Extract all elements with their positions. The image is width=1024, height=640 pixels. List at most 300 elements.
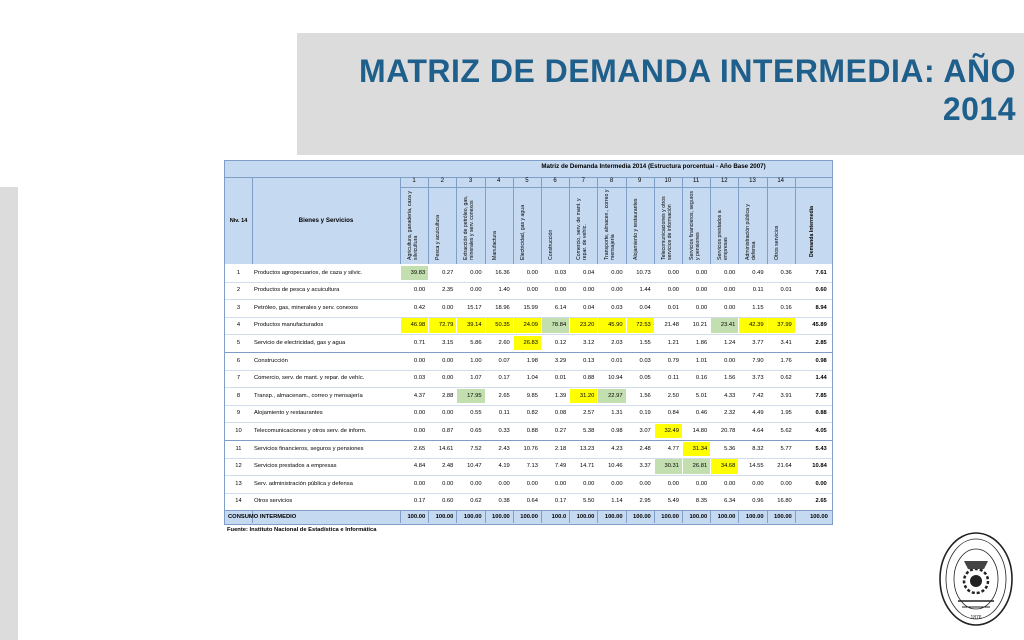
table-cell: 7.49 [554, 463, 567, 470]
table-cell: 8.35 [695, 498, 708, 505]
grid-hline [225, 524, 832, 525]
column-number: 13 [749, 178, 756, 184]
table-cell: 5.36 [724, 445, 736, 452]
consumo-cell: 100.00 [745, 514, 764, 521]
table-cell: 1.14 [611, 498, 623, 505]
table-cell: 0.19 [639, 410, 651, 417]
table-cell: 0.05 [639, 375, 651, 382]
table-cell: 0.00 [724, 304, 736, 311]
table-cell: 26.81 [683, 459, 710, 474]
table-cell: 4.23 [611, 445, 623, 452]
consumo-cell: 100.00 [435, 514, 454, 521]
table-cell: 0.11 [752, 287, 764, 294]
table-cell: 0.00 [724, 357, 736, 364]
table-cell: 0.46 [695, 410, 708, 417]
table-cell: 0.82 [526, 410, 538, 417]
consumo-cell: 100.00 [661, 514, 679, 521]
table-cell: 0.00 [442, 304, 454, 311]
table-cell: 1.31 [611, 410, 623, 417]
column-header [597, 188, 625, 264]
table-cell: 10.73 [636, 269, 651, 276]
row-number: 12 [235, 463, 242, 470]
table-cell-total: 0.98 [815, 357, 827, 364]
column-number: 4 [497, 178, 501, 184]
table-cell-total: 7.85 [815, 392, 827, 399]
table-cell: 5.77 [780, 445, 792, 452]
table-cell: 0.79 [667, 357, 679, 364]
table-cell: 2.32 [724, 410, 736, 417]
table-cell: 7.42 [752, 392, 764, 399]
table-cell: 4.64 [752, 427, 764, 434]
consumo-cell: 100.00 [520, 514, 538, 521]
table-cell: 1.95 [780, 410, 792, 417]
table-cell: 1.07 [470, 375, 482, 382]
row-label: Alojamiento y restaurantes [254, 410, 323, 417]
table-cell: 0.00 [413, 357, 426, 364]
row-number: 7 [236, 375, 241, 382]
table-cell: 16.80 [777, 498, 792, 505]
column-header-label: Servicios prestados a empresas [717, 210, 729, 260]
table-cell: 0.00 [583, 480, 595, 487]
column-header [513, 188, 541, 264]
table-cell: 0.65 [470, 427, 482, 434]
table-cell: 31.34 [683, 442, 710, 457]
table-cell: 0.03 [639, 357, 651, 364]
table-cell: 14.55 [749, 463, 764, 470]
table-cell: 0.00 [470, 287, 482, 294]
table-cell: 0.33 [498, 427, 510, 434]
table-cell: 0.00 [724, 287, 736, 294]
table-cell: 15.17 [467, 304, 482, 311]
total-column-header [795, 177, 831, 264]
table-cell: 22.97 [598, 389, 625, 404]
table-cell: 1.00 [470, 357, 482, 364]
table-cell: 0.00 [695, 480, 708, 487]
table-cell: 1.44 [639, 287, 651, 294]
table-cell: 1.39 [554, 392, 567, 399]
svg-text:1876: 1876 [970, 615, 982, 621]
grid-hline [225, 317, 832, 318]
consumo-cell: 100.00 [463, 514, 482, 521]
row-label: Otros servicios [254, 498, 293, 505]
table-cell: 2.35 [442, 287, 454, 294]
table-cell: 1.56 [724, 375, 736, 382]
table-cell: 10.94 [608, 375, 623, 382]
table-cell: 0.03 [554, 269, 567, 276]
table-cell: 21.48 [664, 322, 679, 329]
table-cell: 1.40 [498, 287, 510, 294]
table-cell: 42.39 [739, 318, 766, 333]
table-cell: 0.62 [470, 498, 482, 505]
table-cell: 0.38 [498, 498, 510, 505]
table-cell: 0.00 [724, 269, 736, 276]
table-cell: 1.98 [526, 357, 538, 364]
table-cell: 0.00 [639, 480, 651, 487]
row-number: 13 [235, 480, 242, 487]
table-cell: 2.43 [498, 445, 510, 452]
table-cell-total: 0.88 [815, 410, 827, 417]
table-cell-total: 0.00 [815, 480, 827, 487]
row-number: 1 [236, 269, 241, 276]
table-cell: 14.80 [692, 427, 708, 434]
table-cell: 3.37 [639, 463, 651, 470]
table-cell: 0.01 [780, 287, 792, 294]
table-cell: 78.84 [542, 318, 569, 333]
row-label: Serv. administración pública y defensa [254, 480, 353, 487]
table-cell: 2.50 [667, 392, 679, 399]
column-header-label: Construcción [548, 229, 555, 260]
table-cell: 3.73 [752, 375, 764, 382]
row-number: 8 [236, 392, 241, 399]
table-cell: 0.11 [668, 375, 679, 382]
consumo-cell: 100.00 [689, 514, 708, 521]
consumo-cell: 100.00 [717, 514, 736, 521]
table-cell: 0.00 [526, 480, 538, 487]
row-number: 4 [236, 322, 241, 329]
column-header-label: Transporte, almacen., correo y mensajería [604, 189, 617, 260]
table-cell: 3.41 [780, 339, 792, 346]
consumo-total: 100.00 [810, 514, 828, 521]
table-cell-total: 4.05 [815, 427, 827, 434]
table-cell: 0.88 [526, 427, 538, 434]
table-cell: 0.55 [470, 410, 482, 417]
table-cell: 0.60 [442, 498, 454, 505]
table-cell: 2.48 [639, 445, 651, 452]
table-cell: 7.52 [470, 445, 482, 452]
table-cell: 4.37 [413, 392, 426, 399]
table-cell: 0.00 [413, 410, 426, 417]
table-cell: 0.62 [780, 375, 792, 382]
column-number: 11 [692, 178, 700, 184]
table-cell: 2.60 [498, 339, 510, 346]
table-cell-total: 8.94 [815, 304, 827, 311]
table-cell: 0.17 [498, 375, 510, 382]
consumo-cell: 100.00 [407, 514, 426, 521]
table-cell-total: 0.60 [815, 287, 827, 294]
table-cell: 3.77 [752, 339, 764, 346]
table-cell: 0.00 [413, 427, 426, 434]
table-cell: 5.01 [695, 392, 708, 399]
table-cell-total: 2.85 [815, 339, 827, 346]
table-cell: 4.33 [724, 392, 736, 399]
table-cell: 0.00 [470, 480, 482, 487]
table-cell: 15.99 [523, 304, 538, 311]
table-cell-total: 45.89 [812, 322, 827, 329]
column-header [569, 188, 597, 264]
table-cell: 0.00 [442, 375, 454, 382]
left-decor-bar [0, 187, 18, 640]
table-cell: 0.36 [780, 269, 792, 276]
grid-hline [225, 493, 832, 494]
table-cell: 0.00 [611, 287, 623, 294]
table-cell: 0.04 [583, 269, 595, 276]
table-cell: 0.00 [667, 269, 679, 276]
table-cell: 0.00 [526, 269, 538, 276]
table-cell: 0.00 [611, 269, 623, 276]
table-cell: 1.55 [639, 339, 651, 346]
table-cell: 0.16 [780, 304, 792, 311]
table-cell: 0.13 [583, 357, 595, 364]
consumo-cell: 100.00 [492, 514, 510, 521]
row-label: Productos de pesca y acuicultura [254, 287, 340, 294]
table-cell: 14.71 [579, 463, 595, 470]
table-cell: 8.32 [752, 445, 764, 452]
consumo-cell: 100.00 [633, 514, 651, 521]
table-cell: 0.03 [611, 304, 623, 311]
column-header-label: Extracción de petróleo, gas, minerales y serv. conexos [463, 195, 476, 260]
column-header [541, 188, 569, 264]
row-number: 6 [236, 357, 241, 364]
table-cell: 39.14 [457, 318, 484, 333]
column-number: 14 [777, 178, 785, 184]
table-cell: 0.87 [442, 427, 454, 434]
table-cell: 10.47 [467, 463, 482, 470]
table-cell: 0.04 [639, 304, 651, 311]
table-cell: 6.14 [554, 304, 567, 311]
table-cell: 0.00 [442, 357, 454, 364]
table-cell: 34.68 [711, 459, 738, 474]
table-cell: 21.64 [777, 463, 792, 470]
table-cell: 10.46 [608, 463, 623, 470]
row-label: Productos manufacturados [254, 322, 324, 329]
column-header [626, 188, 654, 264]
table-cell: 13.23 [579, 445, 595, 452]
table-cell: 2.03 [611, 339, 623, 346]
row-label: Productos agropecuarios, de caza y silvic. [254, 269, 363, 276]
table-cell: 26.83 [514, 336, 541, 351]
table-cell-total: 10.84 [812, 463, 827, 470]
column-header [767, 188, 795, 264]
table-cell: 0.42 [413, 304, 426, 311]
table-cell: 6.34 [724, 498, 736, 505]
table-cell: 5.62 [780, 427, 792, 434]
table-cell: 0.17 [413, 498, 426, 505]
row-label: Transp., almacenam., correo y mensajería [254, 392, 363, 399]
table-cell: 0.00 [695, 269, 708, 276]
table-cell: 0.01 [667, 304, 679, 311]
table-cell: 2.18 [554, 445, 567, 452]
consumo-label: CONSUMO INTERMEDIO [228, 514, 297, 521]
column-header-label: Comercio, serv. de mant. y repar. de vehíc. [576, 198, 588, 260]
table-cell: 0.00 [554, 480, 567, 487]
table-cell: 0.00 [695, 304, 708, 311]
table-cell: 7.13 [526, 463, 538, 470]
row-number: 9 [236, 410, 241, 417]
grid-hline [225, 422, 832, 423]
row-label: Telecomunicaciones y otros serv. de inform. [254, 427, 367, 434]
table-cell: 0.04 [583, 304, 595, 311]
table-cell: 5.50 [583, 498, 595, 505]
table-cell: 0.00 [554, 287, 567, 294]
table-title: Matriz de Demanda Intermedia 2014 (Estructura porcentual - Año Base 2007) [541, 163, 766, 170]
table-cell: 0.16 [695, 375, 708, 382]
table-cell: 46.98 [401, 318, 428, 333]
column-number: 1 [412, 178, 416, 184]
table-cell: 0.03 [413, 375, 426, 382]
table-cell: 5.86 [470, 339, 482, 346]
table-cell: 4.84 [413, 463, 426, 470]
table-cell: 2.88 [442, 392, 454, 399]
table-cell: 20.78 [720, 427, 736, 434]
table-cell: 4.77 [667, 445, 679, 452]
table-cell: 50.35 [486, 318, 513, 333]
row-label: Servicios prestados a empresas [254, 463, 337, 470]
table-cell: 37.99 [768, 318, 795, 333]
table-cell: 0.88 [583, 375, 595, 382]
table-cell: 0.00 [413, 287, 426, 294]
column-number: 2 [440, 178, 444, 184]
row-label: Comercio, serv. de mant. y repar. de vehíc. [254, 375, 365, 382]
table-cell: 23.20 [570, 318, 597, 333]
niv-header: Niv. 14 [229, 217, 248, 224]
table-cell: 2.65 [498, 392, 510, 399]
table-cell: 1.24 [724, 339, 736, 346]
table-cell: 0.00 [470, 269, 482, 276]
grid-hline [225, 177, 400, 178]
slide-title-line1: MATRIZ DE DEMANDA INTERMEDIA: AÑO [358, 53, 1016, 89]
grid-hline [225, 282, 832, 283]
column-header-label: Otros servicios [773, 225, 780, 260]
consumo-cell: 100.00 [604, 514, 623, 521]
table-cell: 32.49 [655, 424, 682, 439]
table-cell: 1.01 [695, 357, 708, 364]
table-cell: 1.04 [526, 375, 538, 382]
grid-hline [225, 510, 832, 511]
table-cell: 1.15 [752, 304, 764, 311]
table-cell: 0.01 [611, 357, 623, 364]
table-cell: 0.27 [442, 269, 454, 276]
table-cell: 16.36 [495, 269, 510, 276]
table-cell: 45.90 [598, 318, 625, 333]
total-column-header-label: Demanda Intermedia [808, 205, 815, 257]
table-cell: 4.19 [498, 463, 510, 470]
consumo-cell: 100.0 [551, 514, 567, 521]
table-cell: 0.71 [413, 339, 426, 346]
column-number: 3 [468, 178, 473, 184]
grid-hline [225, 405, 832, 406]
table-cell: 0.96 [752, 498, 764, 505]
column-header-label: Administración pública y defensa [745, 204, 758, 260]
table-cell: 18.96 [495, 304, 510, 311]
table-cell: 0.17 [554, 498, 567, 505]
table-cell: 0.98 [611, 427, 623, 434]
table-cell: 0.00 [498, 480, 510, 487]
column-number: 5 [525, 178, 529, 184]
table-cell: 3.29 [554, 357, 567, 364]
table-cell: 10.21 [692, 322, 708, 329]
row-number: 14 [235, 498, 242, 505]
table-cell: 0.07 [498, 357, 510, 364]
row-number: 5 [236, 339, 241, 346]
table-cell: 0.84 [667, 410, 679, 417]
table-cell: 1.86 [695, 339, 708, 346]
title-band [297, 33, 1024, 155]
table-cell: 10.76 [523, 445, 538, 452]
row-number: 10 [235, 427, 242, 434]
row-label: Construcción [254, 357, 288, 364]
table-cell: 2.65 [413, 445, 426, 452]
grid-hline [225, 334, 832, 335]
table-cell: 4.49 [752, 410, 764, 417]
table-cell: 1.76 [780, 357, 792, 364]
table-cell-total: 1.44 [815, 375, 827, 382]
table-cell: 0.00 [695, 287, 708, 294]
table-cell: 0.01 [554, 375, 567, 382]
grid-hline [225, 458, 832, 459]
table-cell: 0.08 [554, 410, 567, 417]
column-header [738, 188, 766, 264]
table-cell: 0.00 [667, 287, 679, 294]
table-cell: 24.09 [514, 318, 541, 333]
table-cell: 0.00 [442, 480, 454, 487]
column-number: 10 [664, 178, 672, 184]
table-cell: 7.90 [752, 357, 764, 364]
table-cell: 0.00 [667, 480, 679, 487]
table-cell: 0.00 [724, 480, 736, 487]
table-cell: 5.38 [583, 427, 595, 434]
column-header-label: Pesca y acuicultura [435, 215, 442, 260]
row-label: Servicio de electricidad, gas y agua [254, 339, 346, 346]
column-header [428, 188, 456, 264]
grid-hline [225, 299, 832, 300]
goods-header: Bienes y Servicios [298, 217, 354, 224]
column-header-label: Manufactura [491, 231, 498, 260]
table-cell: 0.12 [554, 339, 567, 346]
column-number: 7 [581, 178, 585, 184]
matrix-table [224, 160, 833, 525]
column-header [682, 188, 710, 264]
table-cell: 3.12 [583, 339, 595, 346]
table-cell: 14.61 [438, 445, 454, 452]
consumo-cell: 100.00 [576, 514, 595, 521]
table-cell: 0.00 [442, 410, 454, 417]
table-cell: 17.95 [457, 389, 484, 404]
column-header [456, 188, 484, 264]
row-number: 3 [236, 304, 241, 311]
university-seal-icon [938, 531, 1014, 627]
grid-hline [225, 387, 832, 388]
column-number: 12 [720, 178, 728, 184]
row-label: Petróleo, gas, minerales y serv. conexos [254, 304, 358, 311]
column-header-label: Telecomunicaciones y otros servicios de información [660, 196, 673, 260]
column-header [654, 188, 682, 264]
consumo-cell: 100.00 [774, 514, 792, 521]
table-cell: 2.95 [639, 498, 651, 505]
table-cell: 0.49 [752, 269, 764, 276]
column-number: 8 [609, 178, 614, 184]
table-cell: 0.27 [554, 427, 567, 434]
table-cell: 2.48 [442, 463, 454, 470]
table-cell: 3.07 [639, 427, 651, 434]
table-cell: 0.00 [583, 287, 595, 294]
table-cell: 0.11 [498, 410, 510, 417]
table-cell-total: 2.65 [815, 498, 827, 505]
table-cell-total: 7.61 [815, 269, 827, 276]
table-cell: 23.41 [711, 318, 738, 333]
table-cell-total: 5.43 [815, 445, 827, 452]
column-header [400, 188, 428, 264]
table-cell: 2.57 [583, 410, 595, 417]
column-header-label: Agricultura, ganadería, caza y silvicultura [407, 191, 419, 260]
grid-hline [225, 370, 832, 371]
row-number: 11 [235, 445, 242, 452]
slide-title-line2: 2014 [942, 91, 1016, 127]
column-header-label: Servicios financieros, seguros y pensiones [689, 191, 701, 260]
slide-title [359, 52, 1016, 128]
table-cell: 0.00 [413, 480, 426, 487]
table-cell: 0.00 [526, 287, 538, 294]
row-label: Servicios financieros, seguros y pensiones [254, 445, 364, 452]
